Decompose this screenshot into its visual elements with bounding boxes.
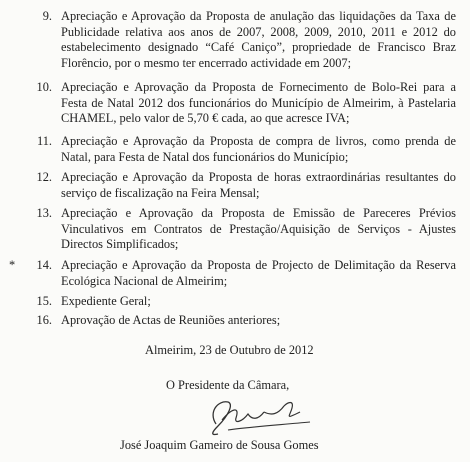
asterisk-mark: * xyxy=(9,258,16,272)
item-text-line: Apreciação e Aprovação da Proposta de Fornecimento de Bolo-Rei para a xyxy=(61,80,456,94)
item-text-line: Expediente Geral; xyxy=(61,294,151,308)
item-text-line: Natal, para Festa de Natal dos funcionários do Município; xyxy=(61,149,349,164)
item-text-line: Apreciação e Aprovação da Proposta de anulação das liquidações da Taxa de xyxy=(61,9,456,23)
item-text xyxy=(61,80,456,127)
item-text xyxy=(61,313,456,329)
signatory-role: O Presidente da Câmara, xyxy=(166,378,290,392)
item-text xyxy=(61,170,456,201)
item-number: 10. xyxy=(36,80,52,94)
item-text xyxy=(61,258,456,289)
item-text xyxy=(61,206,456,253)
item-text-line: Apreciação e Aprovação da Proposta de Emissão de Pareceres Prévios xyxy=(61,206,456,220)
item-text-line: Directos Simplificados; xyxy=(61,237,179,251)
place-date: Almeirim, 23 de Outubro de 2012 xyxy=(145,343,314,357)
item-text-line: Apreciação e Aprovação da Proposta de compra de livros, como prenda de xyxy=(61,134,456,148)
item-text-line: estabelecimento designado “Café Caniço”, propriedade de Francisco Braz xyxy=(61,40,456,54)
item-text xyxy=(61,294,456,310)
item-text-line: Aprovação de Actas de Reuniões anteriores; xyxy=(61,313,281,327)
item-text-line: Ecológica Nacional de Almeirim; xyxy=(61,273,228,288)
item-number: 14. xyxy=(36,258,52,272)
item-text-line: Florêncio, por o mesmo ter encerrado actividade em 2007; xyxy=(61,55,352,70)
item-text-line: Publicidade relativa aos anos de 2007, 2008, 2009, 2010, 2011 e 2012 do xyxy=(61,24,456,39)
item-text-line: Apreciação e Aprovação da Proposta de Projecto de Delimitação da Reserva xyxy=(61,258,456,272)
item-number: 12. xyxy=(36,170,52,184)
item-text-line: Apreciação e Aprovação da Proposta de horas extraordinárias resultantes do xyxy=(61,170,456,184)
handwritten-signature xyxy=(188,394,338,442)
item-text-line: serviço de fiscalização na Feira Mensal; xyxy=(61,185,260,200)
item-text-line: Vinculativos em Contratos de Prestação/Aquisição de Serviços - Ajustes xyxy=(61,221,456,236)
item-number: 15. xyxy=(36,294,52,308)
item-text-line: Festa de Natal 2012 dos funcionários do Município de Almeirim, à Pastelaria xyxy=(61,95,456,110)
item-number: 13. xyxy=(36,206,52,220)
item-text xyxy=(61,9,456,71)
item-text xyxy=(61,134,456,165)
item-number: 11. xyxy=(36,134,52,148)
item-text-line: CHAMEL, pelo valor de 5,70 € cada, ao que acresce IVA; xyxy=(61,111,350,125)
item-number: 16. xyxy=(36,313,52,327)
signatory-name: José Joaquim Gameiro de Sousa Gomes xyxy=(120,438,319,452)
item-number: 9. xyxy=(42,9,52,23)
